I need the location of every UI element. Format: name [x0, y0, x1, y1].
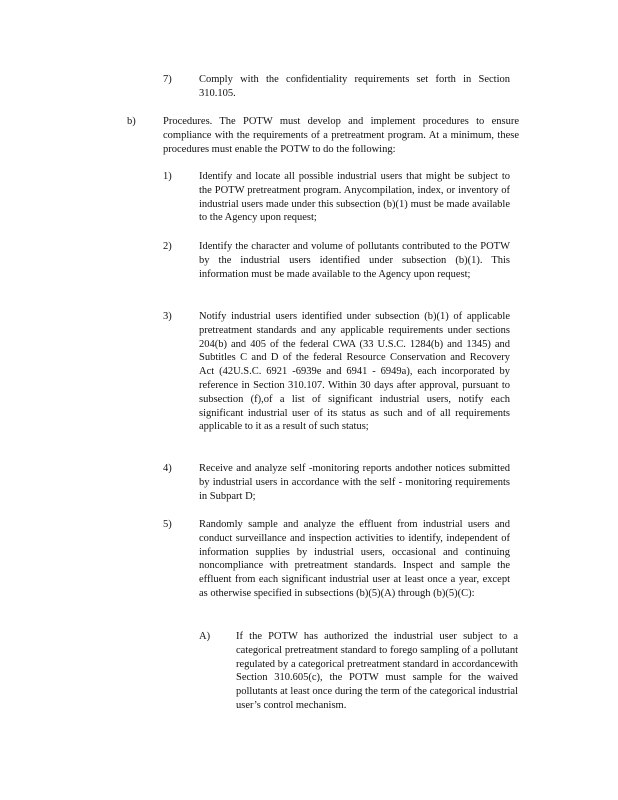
- list-marker: 5): [163, 519, 172, 530]
- paragraph: Procedures. The POTW must develop and implement procedures to ensure compliance with the requirements of a pretreatment program. At a minimum, these procedures must enable the POTW to do the following:: [163, 116, 519, 155]
- list-marker: 4): [163, 463, 172, 474]
- paragraph: Identify and locate all possible industrial users that might be subject to the POTW pretreatment program. Anycompilation, index, or inventory of industrial users made under this subsection (b)(1) must be made available to the Agency upon request;: [199, 171, 510, 224]
- paragraph: Comply with the confidentiality requirements set forth in Section 310.105.: [199, 74, 510, 99]
- paragraph: Randomly sample and analyze the effluent from industrial users and conduct surveillance and inspection activities to identify, independent of information supplies by industrial users, occasional and continuing noncompliance with pretreatment standards. Inspect and sample the effluent from each significant industrial user at least once a year, except as otherwise specified in subsections (b)(5)(A) through (b)(5)(C):: [199, 519, 510, 599]
- list-marker: 2): [163, 241, 172, 252]
- list-marker: b): [127, 116, 136, 127]
- paragraph: Receive and analyze self -monitoring reports andother notices submitted by industrial users in accordance with the self - monitoring requirements in Subpart D;: [199, 463, 510, 502]
- paragraph: Notify industrial users identified under subsection (b)(1) of applicable pretreatment standards and any applicable requirements under sections 204(b) and 405 of the federal CWA (33 U.S.C. 1284(b) and 1345) and Subtitles C and D of the federal Resource Conservation and Recovery Act (42U.S.C. 6921 -6939e and 6941 - 6949a), each incorporated by reference in Section 310.107. Within 30 days after approval, pursuant to subsection (f),of a list of significant industrial users, notify each significant industrial user of its status as such and of all requirements applicable to it as a result of such status;: [199, 311, 510, 433]
- paragraph: If the POTW has authorized the industrial user subject to a categorical pretreatment standard to forego sampling of a pollutant regulated by a categorical pretreatment standard in accordancewith Section 310.605(c), the POTW must sample for the waived pollutants at least once during the term of the categorical industrial user’s control mechanism.: [236, 631, 518, 711]
- list-marker: 7): [163, 74, 172, 85]
- list-marker: A): [199, 631, 211, 642]
- list-marker: 3): [163, 311, 172, 322]
- list-marker: 1): [163, 171, 172, 182]
- paragraph: Identify the character and volume of pollutants contributed to the POTW by the industrial users identified under subsection (b)(1). This information must be made available to the Agency upon request;: [199, 241, 510, 280]
